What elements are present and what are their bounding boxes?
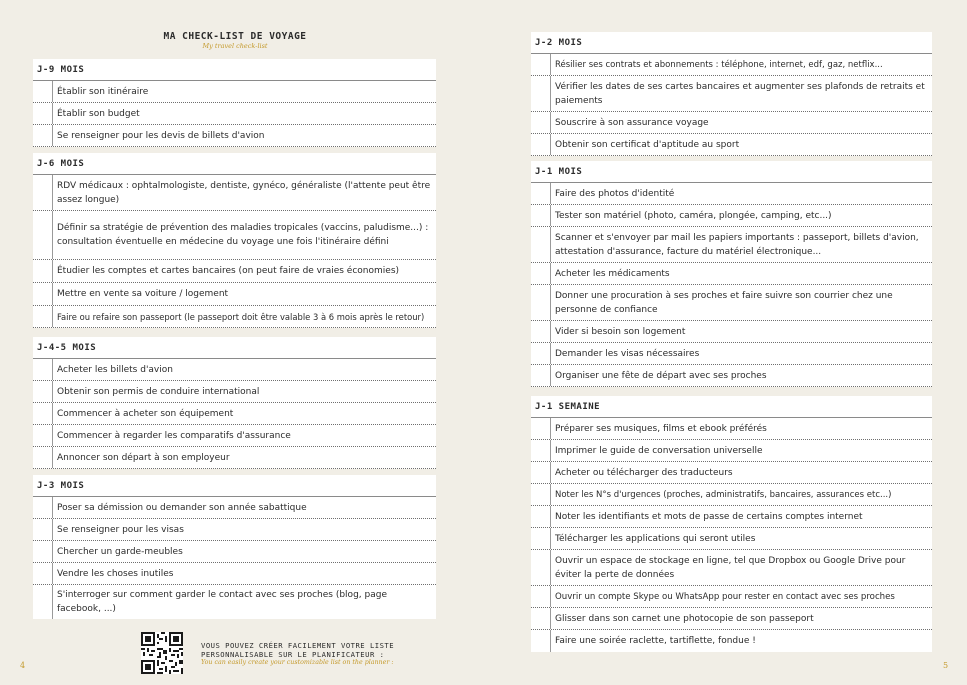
checkbox[interactable] [33, 125, 53, 146]
item-text: Annoncer son départ à son employeur [57, 452, 230, 463]
checkbox[interactable] [531, 76, 551, 111]
item-text: Poser sa démission ou demander son année sabattique [57, 502, 307, 513]
checklist-item[interactable] [33, 283, 436, 306]
checkbox[interactable] [33, 381, 53, 402]
checklist-item[interactable] [531, 630, 932, 652]
item-text: Faire ou refaire son passeport (le passeport doit être valable 3 à 6 mois après le retour) [57, 311, 425, 322]
item-text: Tester son matériel (photo, caméra, plongée, camping, etc...) [555, 210, 832, 221]
checkbox[interactable] [33, 403, 53, 424]
checklist-item[interactable] [531, 343, 932, 365]
item-text: Acheter les médicaments [555, 268, 670, 279]
checklist-item[interactable] [531, 227, 932, 263]
footer-line-2: PERSONNALISABLE SUR LE PLANIFICATEUR : [201, 650, 385, 659]
qr-code-image[interactable] [141, 632, 183, 674]
item-text: Acheter les billets d'avion [57, 364, 173, 375]
checklist-item[interactable] [33, 306, 436, 328]
checklist-item[interactable] [531, 608, 932, 630]
checkbox[interactable] [33, 447, 53, 468]
checkbox[interactable] [531, 227, 551, 262]
footer-english-text: You can easily create your customizable list on the planner : [201, 659, 394, 666]
item-text: Étudier les comptes et cartes bancaires (on peut faire de vraies économies) [57, 266, 400, 276]
item-text: Faire une soirée raclette, tartiflette, fondue ! [555, 636, 756, 646]
item-text: Commencer à regarder les comparatifs d'assurance [57, 430, 291, 441]
checkbox[interactable] [531, 506, 551, 527]
item-text: Faire des photos d'identité [555, 188, 675, 199]
checklist-item[interactable] [531, 112, 932, 134]
section-j2 [531, 32, 932, 156]
checklist-item[interactable] [531, 365, 932, 387]
checklist-item[interactable] [33, 585, 436, 619]
item-text: Noter les N°s d'urgences (proches, administratifs, bancaires, assurances etc...) [555, 489, 892, 500]
checkbox[interactable] [531, 608, 551, 629]
item-text: Chercher un garde-meubles [57, 546, 183, 557]
checklist-item[interactable] [531, 285, 932, 321]
section-j45 [33, 337, 436, 469]
section-title: J-3 MOIS [33, 475, 436, 497]
checklist-item[interactable] [531, 440, 932, 462]
checkbox[interactable] [33, 519, 53, 540]
checkbox[interactable] [531, 54, 551, 75]
checklist-item[interactable] [531, 418, 932, 440]
checklist-item[interactable] [531, 263, 932, 285]
section-title: J-9 MOIS [33, 59, 436, 81]
item-text: Se renseigner pour les visas [57, 524, 184, 535]
item-text: Glisser dans son carnet une photocopie de son passeport [555, 613, 814, 624]
checkbox[interactable] [33, 359, 53, 380]
item-text: Ouvrir un compte Skype ou WhatsApp pour rester en contact avec ses proches [555, 591, 895, 602]
checklist-item[interactable] [33, 563, 436, 585]
checkbox[interactable] [531, 418, 551, 439]
item-text: Souscrire à son assurance voyage [555, 117, 709, 128]
checkbox[interactable] [33, 211, 53, 259]
checkbox[interactable] [531, 462, 551, 483]
checkbox[interactable] [33, 306, 53, 327]
checklist-item[interactable] [33, 125, 436, 147]
checklist-item[interactable] [33, 497, 436, 519]
section-title: J-6 MOIS [33, 153, 436, 175]
checkbox[interactable] [531, 205, 551, 226]
section-j3 [33, 475, 436, 619]
item-text: Vérifier les dates de ses cartes bancaires et augmenter ses plafonds de retraits et paiements [555, 81, 925, 106]
page-number-left: 4 [20, 661, 26, 670]
checklist-item[interactable] [33, 81, 436, 103]
item-text: Établir son itinéraire [57, 86, 149, 97]
item-text: Obtenir son permis de conduire international [57, 386, 260, 397]
checklist-item[interactable] [33, 425, 436, 447]
checklist-item[interactable] [33, 175, 436, 211]
item-text: Se renseigner pour les devis de billets d'avion [57, 130, 265, 141]
section-title: J-2 MOIS [531, 32, 932, 54]
checklist-item[interactable] [33, 447, 436, 469]
section-j6 [33, 153, 436, 328]
left-page [0, 0, 483, 685]
checklist-item[interactable] [531, 506, 932, 528]
footer-text [201, 641, 441, 659]
checklist-item[interactable] [531, 183, 932, 205]
checklist-item[interactable] [33, 519, 436, 541]
item-text: Organiser une fête de départ avec ses proches [555, 370, 767, 381]
checkbox[interactable] [531, 285, 551, 320]
checkbox[interactable] [33, 175, 53, 210]
checklist-item[interactable] [531, 484, 932, 506]
section-j1-semaine [531, 396, 932, 652]
footer-line-1: VOUS POUVEZ CRÉER FACILEMENT VOTRE LISTE [201, 641, 395, 650]
checkbox[interactable] [531, 440, 551, 461]
checkbox[interactable] [33, 260, 53, 282]
checkbox[interactable] [531, 343, 551, 364]
checklist-item[interactable] [531, 528, 932, 550]
checkbox[interactable] [531, 365, 551, 386]
item-text: Obtenir son certificat d'aptitude au sport [555, 139, 740, 150]
item-text: Mettre en vente sa voiture / logement [57, 289, 229, 299]
checkbox[interactable] [531, 586, 551, 607]
checkbox[interactable] [531, 134, 551, 155]
item-text: Télécharger les applications qui seront utiles [555, 533, 756, 544]
checkbox[interactable] [531, 321, 551, 342]
page-title: MA CHECK-LIST DE VOYAGE [163, 31, 307, 42]
checklist-item[interactable] [33, 103, 436, 125]
checklist-item[interactable] [33, 359, 436, 381]
checkbox[interactable] [33, 425, 53, 446]
checklist-item[interactable] [531, 586, 932, 608]
item-text: Établir son budget [57, 108, 140, 119]
section-title: J-4-5 MOIS [33, 337, 436, 359]
item-text: Vendre les choses inutiles [57, 568, 174, 579]
checkbox[interactable] [531, 112, 551, 133]
section-j9 [33, 59, 436, 147]
item-text: S'interroger sur comment garder le contact avec ses proches (blog, page facebook, ...) [57, 590, 387, 614]
checkbox[interactable] [33, 563, 53, 584]
checklist-item[interactable] [531, 76, 932, 112]
item-text: Définir sa stratégie de prévention des maladies tropicales (vaccins, paludisme...) : consultation éventuelle en médecine du voyage une fois l'itinéraire défini [57, 223, 429, 247]
checkbox[interactable] [531, 630, 551, 652]
checklist-item[interactable] [531, 54, 932, 76]
item-text: Scanner et s'envoyer par mail les papiers importants : passeport, billets d'avion, attestation d'assurance, facture du matériel électronique... [555, 232, 919, 257]
item-text: Ouvrir un espace de stockage en ligne, tel que Dropbox ou Google Drive pour éviter la perte de données [555, 555, 906, 580]
item-text: Acheter ou télécharger des traducteurs [555, 467, 733, 478]
item-text: Noter les identifiants et mots de passe de certains comptes internet [555, 511, 863, 522]
checkbox[interactable] [33, 103, 53, 124]
checklist-item[interactable] [531, 321, 932, 343]
checklist-item[interactable] [33, 403, 436, 425]
checklist-item[interactable] [33, 260, 436, 283]
checklist-item[interactable] [33, 381, 436, 403]
checkbox[interactable] [33, 497, 53, 518]
checkbox[interactable] [531, 550, 551, 585]
section-title: J-1 SEMAINE [531, 396, 932, 418]
item-text: Résilier ses contrats et abonnements : téléphone, internet, edf, gaz, netflix... [555, 59, 883, 70]
section-j1 [531, 161, 932, 387]
page-number-right: 5 [943, 661, 949, 670]
checklist-item[interactable] [531, 134, 932, 156]
checklist-item[interactable] [531, 205, 932, 227]
checkbox[interactable] [531, 528, 551, 549]
checkbox[interactable] [531, 263, 551, 284]
checkbox[interactable] [531, 484, 551, 505]
item-text: Vider si besoin son logement [555, 326, 686, 337]
page-subtitle: My travel check-list [202, 42, 268, 50]
checkbox[interactable] [33, 81, 53, 102]
item-text: Donner une procuration à ses proches et faire suivre son courrier chez une personne de confiance [555, 290, 893, 315]
checklist-item[interactable] [531, 550, 932, 586]
item-text: Imprimer le guide de conversation universelle [555, 445, 763, 456]
checklist-item[interactable] [33, 211, 436, 260]
item-text: Commencer à acheter son équipement [57, 408, 234, 419]
item-text: Demander les visas nécessaires [555, 348, 700, 359]
right-page [484, 0, 967, 685]
section-title: J-1 MOIS [531, 161, 932, 183]
checkbox[interactable] [33, 283, 53, 305]
checklist-item[interactable] [33, 541, 436, 563]
checkbox[interactable] [33, 541, 53, 562]
checkbox[interactable] [531, 183, 551, 204]
checkbox[interactable] [33, 585, 53, 619]
checklist-item[interactable] [531, 462, 932, 484]
item-text: Préparer ses musiques, films et ebook préférés [555, 423, 767, 434]
item-text: RDV médicaux : ophtalmologiste, dentiste, gynéco, généraliste (l'attente peut être assez longue) [57, 180, 431, 205]
